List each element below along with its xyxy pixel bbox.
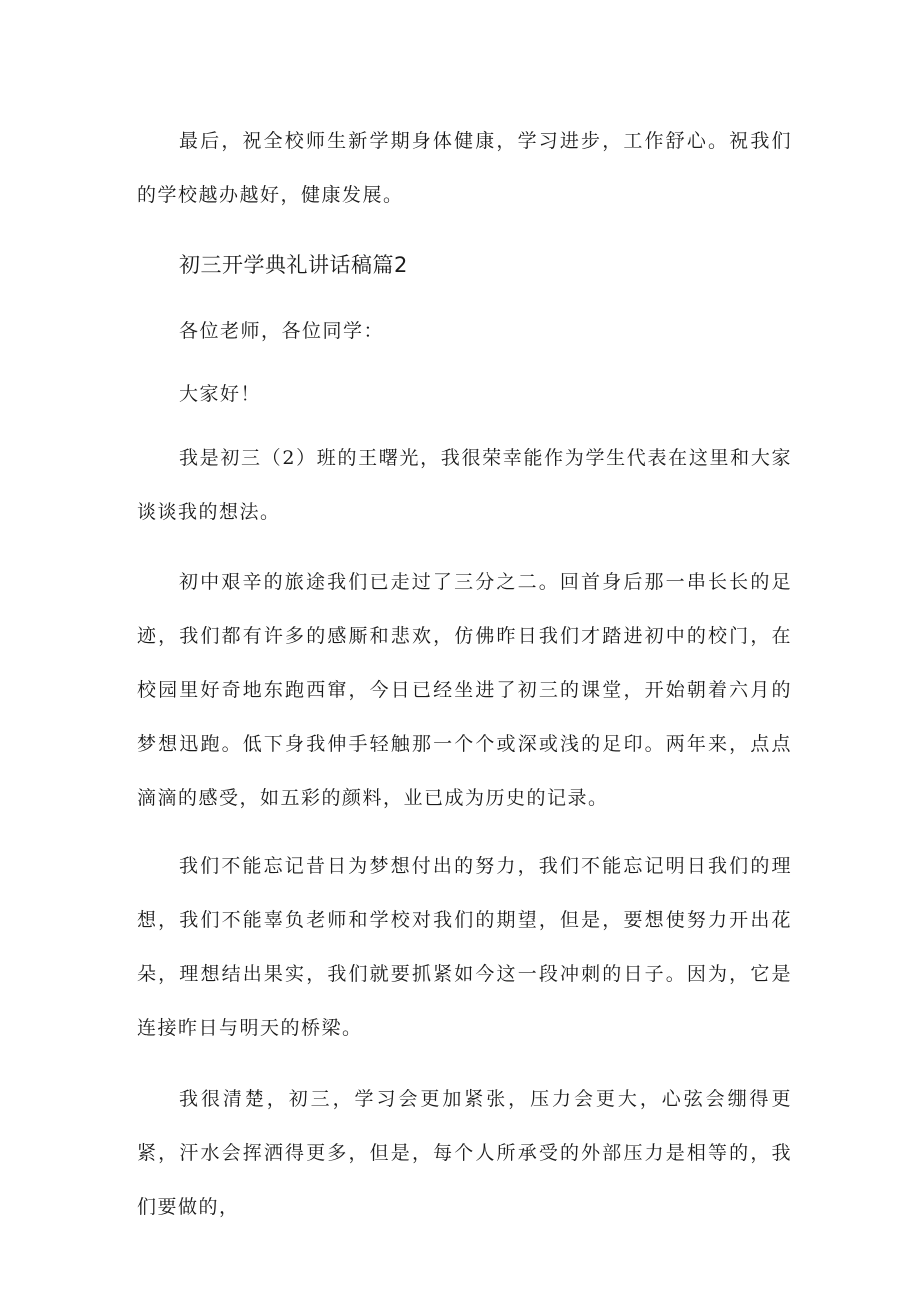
dreams-paragraph: 我们不能忘记昔日为梦想付出的努力，我们不能忘记明日我们的理想，我们不能辜负老师和学校对我们的期望，但是，要想使努力开出花朵，理想结出果实，我们就要抓紧如今这一段冲刺的日子。因为，它是连接昨日与明天的桥梁。: [137, 855, 792, 1039]
salutation-paragraph: 大家好！: [179, 383, 262, 405]
greeting-paragraph: 各位老师，各位同学：: [179, 320, 385, 342]
self-introduction-paragraph: 我是初三（2）班的王曙光，我很荣幸能作为学生代表在这里和大家谈谈我的想法。: [137, 447, 792, 523]
section-heading: 初三开学典礼讲话稿篇2: [179, 253, 408, 277]
closing-wishes-paragraph: 最后，祝全校师生新学期身体健康，学习进步，工作舒心。祝我们的学校越办越好，健康发展。: [137, 130, 792, 206]
journey-paragraph: 初中艰辛的旅途我们已走过了三分之二。回首身后那一串长长的足迹，我们都有许多的感厮和悲欢，仿佛昨日我们才踏进初中的校门，在校园里好奇地东跑西窜，今日已经坐进了初三的课堂，开始朝着六月的梦想迅跑。低下身我伸手轻触那一个个或深或浅的足印。两年来，点点滴滴的感受，如五彩的颜料，业已成为历史的记录。: [137, 571, 792, 809]
pressure-paragraph: 我很清楚，初三，学习会更加紧张，压力会更大，心弦会绷得更紧，汗水会挥洒得更多，但是，每个人所承受的外部压力是相等的，我们要做的，: [137, 1088, 792, 1218]
